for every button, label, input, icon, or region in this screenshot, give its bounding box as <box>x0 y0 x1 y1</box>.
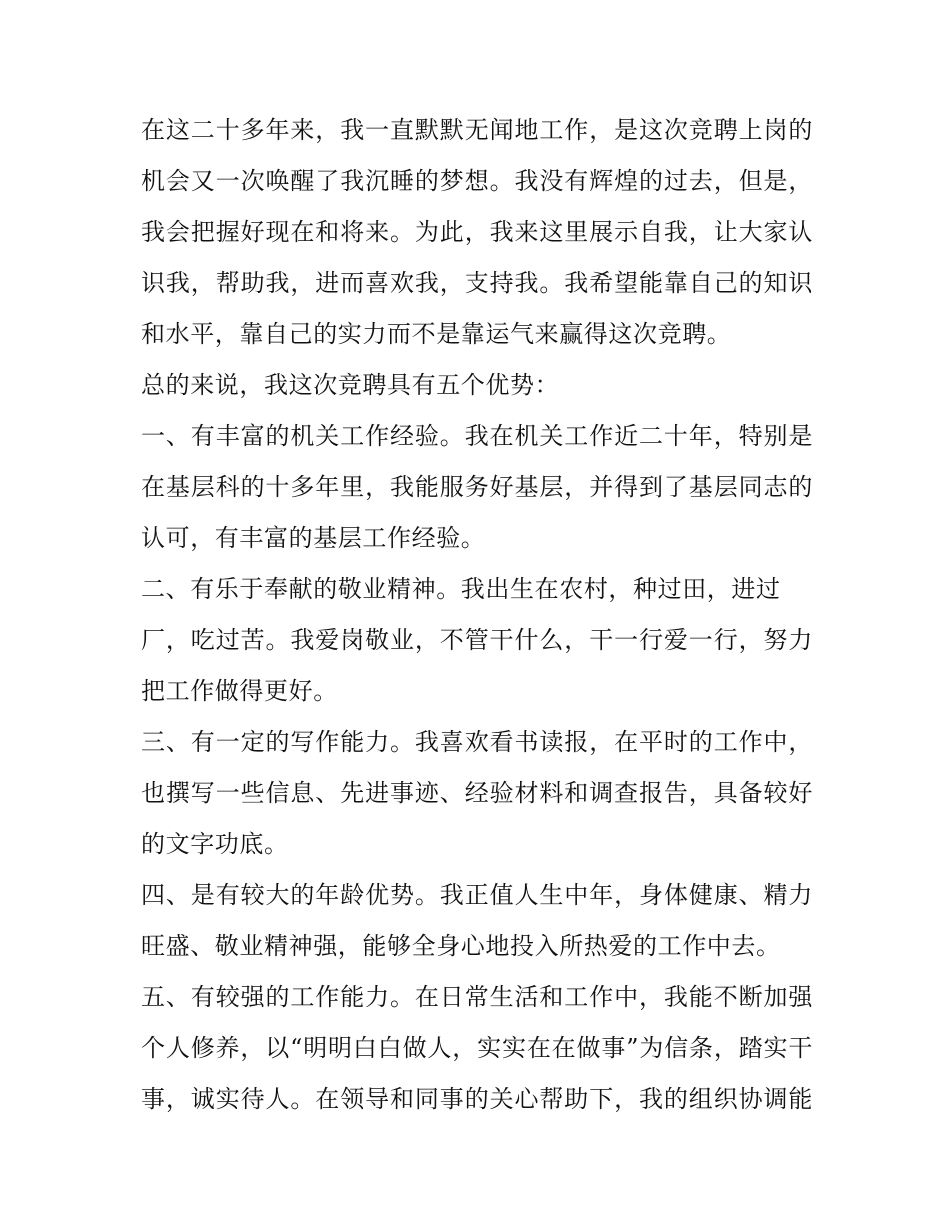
text-line: 把工作做得更好。 <box>141 677 338 705</box>
text-line: 旺盛、敬业精神强，能够全身心地投入所热爱的工作中去。 <box>141 932 781 960</box>
text-line: 五、有较强的工作能力。在日常生活和工作中，我能不断加强 <box>141 983 813 1011</box>
text-line: 和水平，靠自己的实力而不是靠运气来赢得这次竞聘。 <box>141 320 732 348</box>
text-line: 三、有一定的写作能力。我喜欢看书读报，在平时的工作中， <box>141 728 813 756</box>
text-line: 的文字功底。 <box>141 830 289 858</box>
text-line: 识我，帮助我，进而喜欢我，支持我。我希望能靠自己的知识 <box>141 269 813 297</box>
text-line: 二、有乐于奉献的敬业精神。我出生在农村，种过田，进过 <box>141 575 781 603</box>
text-line: 四、是有较大的年龄优势。我正值人生中年，身体健康、精力 <box>141 881 813 909</box>
text-line: 认可，有丰富的基层工作经验。 <box>141 524 486 552</box>
text-line: 也撰写一些信息、先进事迹、经验材料和调查报告，具备较好 <box>141 779 813 807</box>
text-line: 总的来说，我这次竞聘具有五个优势： <box>141 371 560 399</box>
text-line: 机会又一次唤醒了我沉睡的梦想。我没有辉煌的过去，但是， <box>141 167 813 195</box>
text-line: 事，诚实待人。在领导和同事的关心帮助下，我的组织协调能 <box>141 1085 813 1113</box>
text-line: 一、有丰富的机关工作经验。我在机关工作近二十年，特别是 <box>141 422 813 450</box>
text-line: 在这二十多年来，我一直默默无闻地工作，是这次竞聘上岗的 <box>141 116 813 144</box>
text-line: 在基层科的十多年里，我能服务好基层，并得到了基层同志的 <box>141 473 813 501</box>
text-line: 我会把握好现在和将来。为此，我来这里展示自我，让大家认 <box>141 218 813 246</box>
body-text <box>141 105 813 1125</box>
text-line: 厂，吃过苦。我爱岗敬业，不管干什么，干一行爱一行，努力 <box>141 626 813 654</box>
text-line: 个人修养，以“明明白白做人，实实在在做事”为信条，踏实干 <box>141 1034 813 1062</box>
